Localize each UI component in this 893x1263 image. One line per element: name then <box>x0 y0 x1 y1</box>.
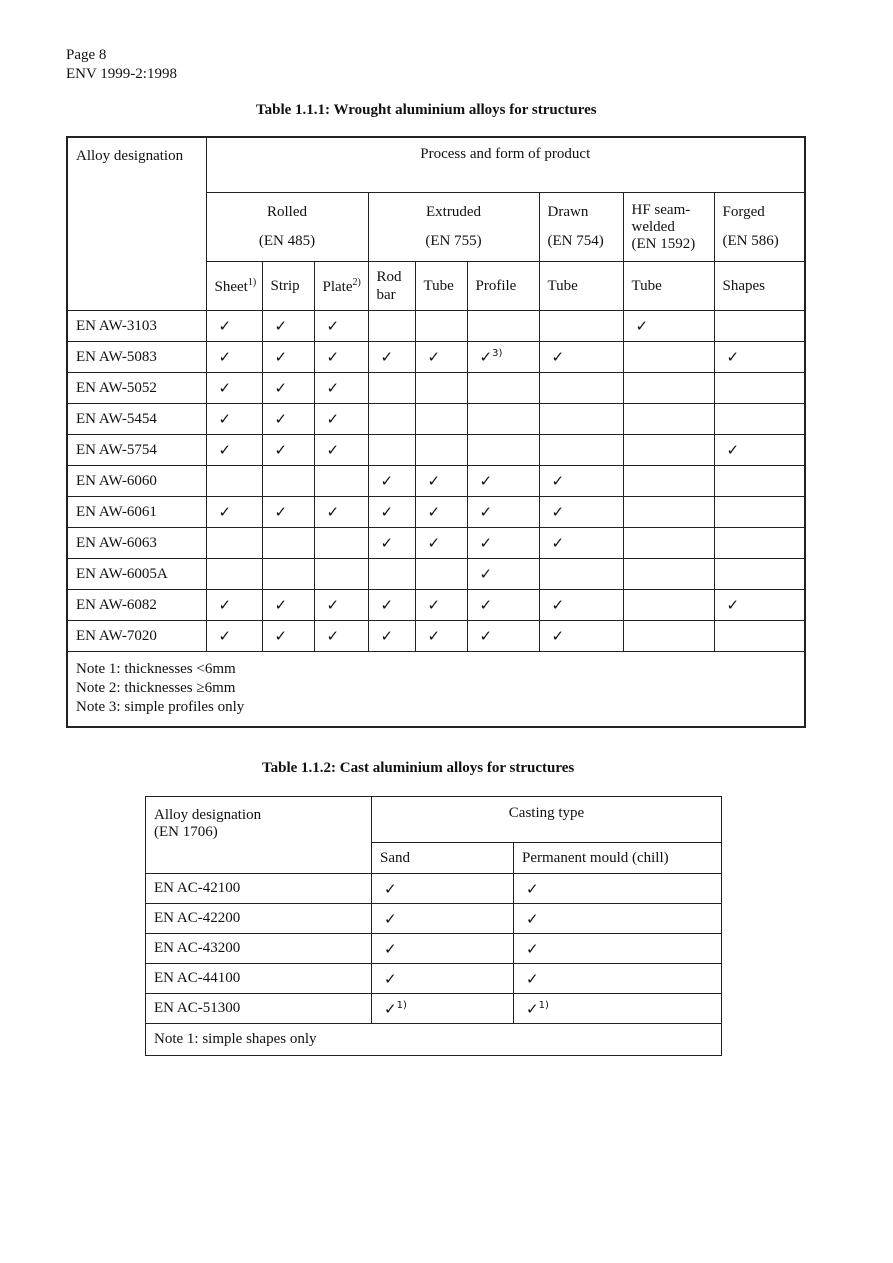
checkmark-cell: ✓ <box>206 373 262 404</box>
group-standard: (EN 586) <box>722 233 779 249</box>
empty-cell <box>623 621 714 652</box>
alloy-cell: EN AW-5454 <box>67 404 206 435</box>
group-name: Rolled <box>267 204 307 220</box>
checkmark-cell: ✓ <box>467 466 539 497</box>
checkmark-cell: ✓ <box>262 342 314 373</box>
empty-cell <box>262 466 314 497</box>
empty-cell <box>714 559 805 590</box>
checkmark-cell: ✓ <box>539 497 623 528</box>
group-name: Forged <box>722 204 765 220</box>
table-row <box>146 874 722 904</box>
group-name: HF seam-welded <box>631 201 691 235</box>
col-sheet: Sheet$^{1)}$ <box>206 262 262 311</box>
table-row <box>67 404 805 435</box>
alloy-cell: EN AC-51300 <box>146 994 372 1024</box>
checkmark-cell: ✓ <box>262 590 314 621</box>
empty-cell <box>368 311 415 342</box>
group-name: Extruded <box>426 204 481 220</box>
empty-cell <box>539 311 623 342</box>
checkmark-cell: ✓ <box>714 435 805 466</box>
checkmark-cell: ✓ <box>372 904 514 934</box>
empty-cell <box>539 373 623 404</box>
empty-cell <box>623 373 714 404</box>
alloy-designation-header: Alloy designation <box>67 137 206 311</box>
empty-cell <box>368 559 415 590</box>
cast-alloys-table <box>145 796 722 1056</box>
checkmark-cell: ✓ <box>467 497 539 528</box>
empty-cell <box>714 404 805 435</box>
checkmark-cell: ✓ <box>368 342 415 373</box>
group-standard: (EN 1592) <box>631 235 696 252</box>
empty-cell <box>262 528 314 559</box>
group-standard: (EN 755) <box>425 233 482 249</box>
checkmark-cell: ✓ <box>368 621 415 652</box>
empty-cell <box>623 435 714 466</box>
empty-cell <box>623 528 714 559</box>
group-rolled <box>206 193 368 262</box>
checkmark-cell: ✓ <box>314 590 368 621</box>
empty-cell <box>206 559 262 590</box>
wrought-alloys-table <box>66 136 806 728</box>
checkmark-cell: ✓ <box>206 590 262 621</box>
table-1-caption: Table 1.1.1: Wrought aluminium alloys for structures <box>256 102 597 118</box>
checkmark-cell: ✓ <box>539 590 623 621</box>
checkmark-cell: ✓ <box>415 621 467 652</box>
alloy-cell: EN AC-43200 <box>146 934 372 964</box>
checkmark-cell: ✓ <box>314 404 368 435</box>
empty-cell <box>539 559 623 590</box>
empty-cell <box>714 373 805 404</box>
empty-cell <box>623 497 714 528</box>
empty-cell <box>262 559 314 590</box>
alloy-cell: EN AW-6060 <box>67 466 206 497</box>
group-drawn <box>539 193 623 262</box>
empty-cell <box>314 559 368 590</box>
group-hf-seam-welded <box>623 193 714 262</box>
note-2: Note 2: thicknesses ≥6mm <box>76 680 236 696</box>
table-2-note: Note 1: simple shapes only <box>146 1024 722 1056</box>
note-3: Note 3: simple profiles only <box>76 699 245 715</box>
checkmark-cell: ✓ <box>539 621 623 652</box>
table-row <box>67 342 805 373</box>
empty-cell <box>314 466 368 497</box>
checkmark-cell: ✓ <box>206 435 262 466</box>
checkmark-cell: ✓ <box>467 621 539 652</box>
page-number: Page 8 <box>66 47 107 63</box>
checkmark-cell: ✓$^{1)}$ <box>372 994 514 1024</box>
checkmark-cell: ✓ <box>415 528 467 559</box>
checkmark-cell: ✓ <box>368 590 415 621</box>
col-tube-extruded: Tube <box>415 262 467 311</box>
checkmark-cell: ✓ <box>206 311 262 342</box>
alloy-cell: EN AW-6063 <box>67 528 206 559</box>
col-permanent-mould: Permanent mould (chill) <box>514 843 722 874</box>
checkmark-cell: ✓ <box>467 559 539 590</box>
empty-cell <box>714 466 805 497</box>
checkmark-cell: ✓ <box>206 404 262 435</box>
checkmark-cell: ✓ <box>262 404 314 435</box>
col-profile: Profile <box>467 262 539 311</box>
checkmark-cell: ✓ <box>514 964 722 994</box>
alloy-cell: EN AC-44100 <box>146 964 372 994</box>
table-row <box>146 964 722 994</box>
checkmark-cell: ✓ <box>539 342 623 373</box>
checkmark-cell: ✓ <box>314 497 368 528</box>
table-row <box>67 373 805 404</box>
alloy-cell: EN AW-5083 <box>67 342 206 373</box>
alloy-cell: EN AW-6082 <box>67 590 206 621</box>
checkmark-cell: ✓ <box>539 528 623 559</box>
checkmark-cell: ✓ <box>467 528 539 559</box>
table-row <box>67 528 805 559</box>
table-2-caption: Table 1.1.2: Cast aluminium alloys for structures <box>262 760 575 776</box>
table-row <box>67 559 805 590</box>
empty-cell <box>415 559 467 590</box>
checkmark-cell: ✓ <box>262 435 314 466</box>
checkmark-cell: ✓ <box>415 342 467 373</box>
checkmark-cell: ✓ <box>514 934 722 964</box>
empty-cell <box>623 404 714 435</box>
empty-cell <box>539 435 623 466</box>
checkmark-cell: ✓ <box>368 528 415 559</box>
page-header <box>66 46 177 84</box>
process-header: Process and form of product <box>206 137 805 193</box>
col-tube-hf: Tube <box>623 262 714 311</box>
empty-cell <box>415 404 467 435</box>
checkmark-cell: ✓ <box>368 466 415 497</box>
checkmark-cell: ✓ <box>262 373 314 404</box>
checkmark-cell: ✓ <box>262 311 314 342</box>
col-shapes: Shapes <box>714 262 805 311</box>
empty-cell <box>368 435 415 466</box>
empty-cell <box>467 311 539 342</box>
col-sand: Sand <box>372 843 514 874</box>
empty-cell <box>415 435 467 466</box>
alloy-cell: EN AW-7020 <box>67 621 206 652</box>
empty-cell <box>714 528 805 559</box>
group-name: Drawn <box>547 204 589 220</box>
checkmark-cell: ✓ <box>314 311 368 342</box>
checkmark-cell: ✓$^{1)}$ <box>514 994 722 1024</box>
col-rod-bar: Rod bar <box>368 262 415 311</box>
checkmark-cell: ✓ <box>372 934 514 964</box>
checkmark-cell: ✓ <box>314 435 368 466</box>
checkmark-cell: ✓ <box>415 497 467 528</box>
checkmark-cell: ✓ <box>262 621 314 652</box>
checkmark-cell: ✓ <box>714 590 805 621</box>
checkmark-cell: ✓ <box>623 311 714 342</box>
table-row <box>67 621 805 652</box>
empty-cell <box>539 404 623 435</box>
empty-cell <box>368 404 415 435</box>
alloy-cell: EN AW-3103 <box>67 311 206 342</box>
alloy-cell: EN AW-6005A <box>67 559 206 590</box>
alloy-cell: EN AW-5754 <box>67 435 206 466</box>
checkmark-cell: ✓ <box>415 590 467 621</box>
empty-cell <box>206 528 262 559</box>
empty-cell <box>368 373 415 404</box>
table-row <box>67 497 805 528</box>
checkmark-cell: ✓ <box>514 904 722 934</box>
empty-cell <box>314 528 368 559</box>
table-row <box>146 994 722 1024</box>
checkmark-cell: ✓ <box>514 874 722 904</box>
col-strip: Strip <box>262 262 314 311</box>
alloy-cell: EN AC-42100 <box>146 874 372 904</box>
col-plate: Plate$^{2)}$ <box>314 262 368 311</box>
checkmark-cell: ✓$^{3)}$ <box>467 342 539 373</box>
group-extruded <box>368 193 539 262</box>
checkmark-cell: ✓ <box>262 497 314 528</box>
empty-cell <box>467 435 539 466</box>
group-standard: (EN 485) <box>258 233 316 249</box>
empty-cell <box>206 466 262 497</box>
alloy-cell: EN AW-5052 <box>67 373 206 404</box>
empty-cell <box>467 373 539 404</box>
checkmark-cell: ✓ <box>539 466 623 497</box>
table-row <box>67 311 805 342</box>
checkmark-cell: ✓ <box>372 964 514 994</box>
checkmark-cell: ✓ <box>372 874 514 904</box>
table-row <box>146 934 722 964</box>
checkmark-cell: ✓ <box>467 590 539 621</box>
alloy-cell: EN AC-42200 <box>146 904 372 934</box>
checkmark-cell: ✓ <box>415 466 467 497</box>
checkmark-cell: ✓ <box>206 621 262 652</box>
empty-cell <box>415 373 467 404</box>
checkmark-cell: ✓ <box>368 497 415 528</box>
table-row <box>67 466 805 497</box>
alloy-designation-header: Alloy designation (EN 1706) <box>146 797 372 874</box>
table-row <box>146 904 722 934</box>
checkmark-cell: ✓ <box>314 342 368 373</box>
group-forged <box>714 193 805 262</box>
checkmark-cell: ✓ <box>206 342 262 373</box>
empty-cell <box>623 559 714 590</box>
col-tube-drawn: Tube <box>539 262 623 311</box>
checkmark-cell: ✓ <box>206 497 262 528</box>
table-row <box>67 435 805 466</box>
empty-cell <box>415 311 467 342</box>
empty-cell <box>623 590 714 621</box>
empty-cell <box>714 621 805 652</box>
checkmark-cell: ✓ <box>314 621 368 652</box>
empty-cell <box>623 466 714 497</box>
note-1: Note 1: thicknesses <6mm <box>76 661 236 677</box>
checkmark-cell: ✓ <box>714 342 805 373</box>
table-1-notes <box>67 652 805 728</box>
empty-cell <box>623 342 714 373</box>
checkmark-cell: ✓ <box>314 373 368 404</box>
empty-cell <box>467 404 539 435</box>
casting-type-header: Casting type <box>372 797 722 843</box>
alloy-cell: EN AW-6061 <box>67 497 206 528</box>
empty-cell <box>714 311 805 342</box>
group-standard: (EN 754) <box>547 233 604 249</box>
empty-cell <box>714 497 805 528</box>
document-id: ENV 1999-2:1998 <box>66 66 177 82</box>
table-row <box>67 590 805 621</box>
